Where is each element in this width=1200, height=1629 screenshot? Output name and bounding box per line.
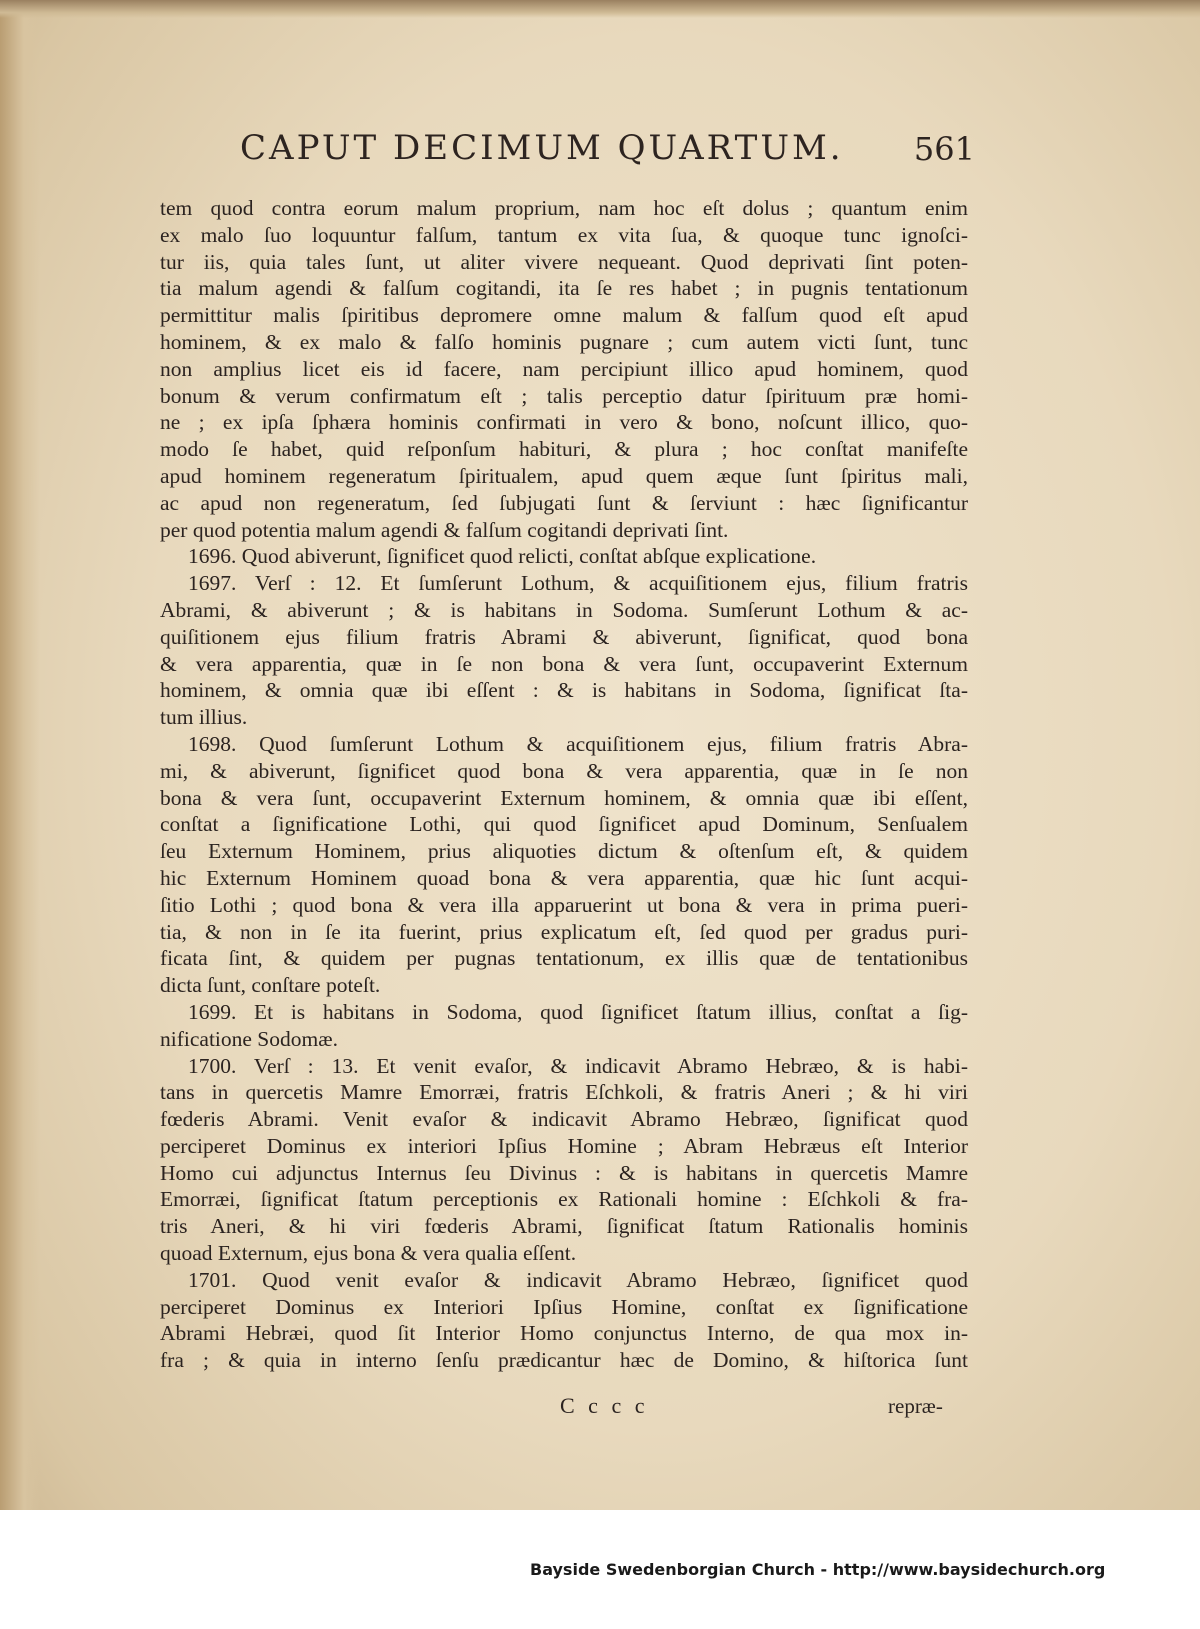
text-line: 1698. Quod ſumſerunt Lothum & acquiſitionem ejus, filium fratris Abra- bbox=[188, 731, 968, 756]
text-line: permittitur malis ſpiritibus depromere omne malum & falſum quod eſt apud bbox=[160, 303, 968, 328]
text-line: modo ſe habet, quid reſponſum habituri, & plura ; hoc conſtat manifeſte bbox=[160, 437, 968, 462]
text-line: perciperet Dominus ex Interiori Ipſius Homine, conſtat ex ſignificatione bbox=[160, 1294, 968, 1319]
text-line: ficata ſint, & quidem per pugnas tentationum, ex illis quæ de tentationibus bbox=[160, 946, 968, 971]
text-line: tia malum agendi & falſum cogitandi, ita ſe res habet ; in pugnis tentationum bbox=[160, 276, 968, 301]
text-line: tur iis, quia tales ſunt, ut aliter vivere nequeant. Quod deprivati ſint poten- bbox=[160, 249, 968, 274]
text-line: fra ; & quia in interno ſenſu prædicantur hæc de Domino, & hiſtorica ſunt bbox=[160, 1348, 968, 1373]
text-line: non amplius licet eis id facere, nam percipiunt illico apud hominem, quod bbox=[160, 356, 968, 381]
text-line: tans in quercetis Mamre Emorræi, fratris Eſchkoli, & fratris Aneri ; & hi viri bbox=[160, 1080, 968, 1105]
chapter-title: CAPUT DECIMUM QUARTUM. bbox=[240, 128, 844, 168]
text-line: apud hominem regeneratum ſpiritualem, apud quem æque ſunt ſpiritus mali, bbox=[160, 463, 968, 488]
body-text bbox=[160, 195, 968, 1374]
text-line: tia, & non in ſe ita fuerint, prius explicatum eſt, ſed quod per gradus puri- bbox=[160, 919, 968, 944]
catchword: repræ- bbox=[888, 1394, 943, 1418]
text-line: Emorræi, ſignificat ſtatum perceptionis ex Rationali homine : Eſchkoli & fra- bbox=[160, 1187, 968, 1212]
text-line: ne ; ex ipſa ſphæra hominis confirmati in vero & bono, noſcunt illico, quo- bbox=[160, 410, 968, 435]
text-line: conſtat a ſignificatione Lothi, qui quod ſignificet apud Dominum, Senſualem bbox=[160, 812, 968, 837]
text-line: bonum & verum confirmatum eſt ; talis perceptio datur ſpirituum præ homi- bbox=[160, 383, 968, 408]
text-line: per quod potentia malum agendi & falſum cogitandi deprivati ſint. bbox=[160, 517, 729, 542]
page-number: 561 bbox=[913, 130, 975, 168]
text-line: 1697. Verſ : 12. Et ſumſerunt Lothum, & acquiſitionem ejus, filium fratris bbox=[188, 571, 968, 596]
running-header bbox=[240, 128, 975, 180]
signature-mark: C c c c bbox=[560, 1393, 649, 1418]
text-line: ac apud non regeneratum, ſed ſubjugati ſunt & ſerviunt : hæc ſignificantur bbox=[160, 490, 968, 515]
text-line: hominem, & omnia quæ ibi eſſent : & is habitans in Sodoma, ſignificat ſta- bbox=[160, 678, 968, 703]
text-line: dicta ſunt, conſtare poteſt. bbox=[160, 973, 381, 998]
site-watermark: Bayside Swedenborgian Church - http://www.baysidechurch.org bbox=[530, 1560, 1106, 1579]
text-line: & vera apparentia, quæ in ſe non bona & vera ſunt, occupaverint Externum bbox=[160, 651, 968, 676]
text-line: 1701. Quod venit evaſor & indicavit Abramo Hebræo, ſignificet quod bbox=[188, 1267, 968, 1292]
text-line: tris Aneri, & hi viri fœderis Abrami, ſignificat ſtatum Rationalis hominis bbox=[160, 1214, 968, 1239]
text-line: mi, & abiverunt, ſignificet quod bona & vera apparentia, quæ in ſe non bbox=[160, 758, 968, 783]
text-line: 1700. Verſ : 13. Et venit evaſor, & indicavit Abramo Hebræo, & is habi- bbox=[188, 1053, 968, 1078]
text-line: quoad Externum, ejus bona & vera qualia eſſent. bbox=[160, 1241, 577, 1266]
text-line: ex malo ſuo loquuntur falſum, tantum ex vita ſua, & quoque tunc ignoſci- bbox=[160, 222, 968, 247]
text-line: quiſitionem ejus filium fratris Abrami & abiverunt, ſignificat, quod bona bbox=[160, 624, 968, 649]
text-line: tem quod contra eorum malum proprium, nam hoc eſt dolus ; quantum enim bbox=[160, 196, 968, 220]
text-line: perciperet Dominus ex interiori Ipſius Homine ; Abram Hebræus eſt Interior bbox=[160, 1133, 968, 1158]
text-line: Abrami Hebræi, quod ſit Interior Homo conjunctus Interno, de qua mox in- bbox=[160, 1321, 968, 1346]
text-line: Abrami, & abiverunt ; & is habitans in Sodoma. Sumſerunt Lothum & ac- bbox=[160, 597, 968, 622]
text-line: ſitio Lothi ; quod bona & vera illa apparuerint ut bona & vera in prima pueri- bbox=[160, 892, 968, 917]
text-line: hominem, & ex malo & falſo hominis pugnare ; cum autem victi ſunt, tunc bbox=[160, 329, 968, 354]
text-line: 1699. Et is habitans in Sodoma, quod ſignificet ſtatum illius, conſtat a ſig- bbox=[188, 999, 968, 1024]
text-line: nificatione Sodomæ. bbox=[160, 1026, 338, 1051]
text-line: hic Externum Hominem quoad bona & vera apparentia, quæ hic ſunt acqui- bbox=[160, 865, 968, 890]
text-line: 1696. Quod abiverunt, ſignificet quod relicti, conſtat abſque explicatione. bbox=[188, 544, 817, 569]
text-line: tum illius. bbox=[160, 705, 248, 730]
text-line: bona & vera ſunt, occupaverint Externum hominem, & omnia quæ ibi eſſent, bbox=[160, 785, 968, 810]
text-line: Homo cui adjunctus Internus ſeu Divinus : & is habitans in quercetis Mamre bbox=[160, 1160, 968, 1185]
text-line: fœderis Abrami. Venit evaſor & indicavit Abramo Hebræo, ſignificat quod bbox=[160, 1107, 968, 1132]
text-line: ſeu Externum Hominem, prius aliquoties dictum & oſtenſum eſt, & quidem bbox=[160, 839, 968, 864]
